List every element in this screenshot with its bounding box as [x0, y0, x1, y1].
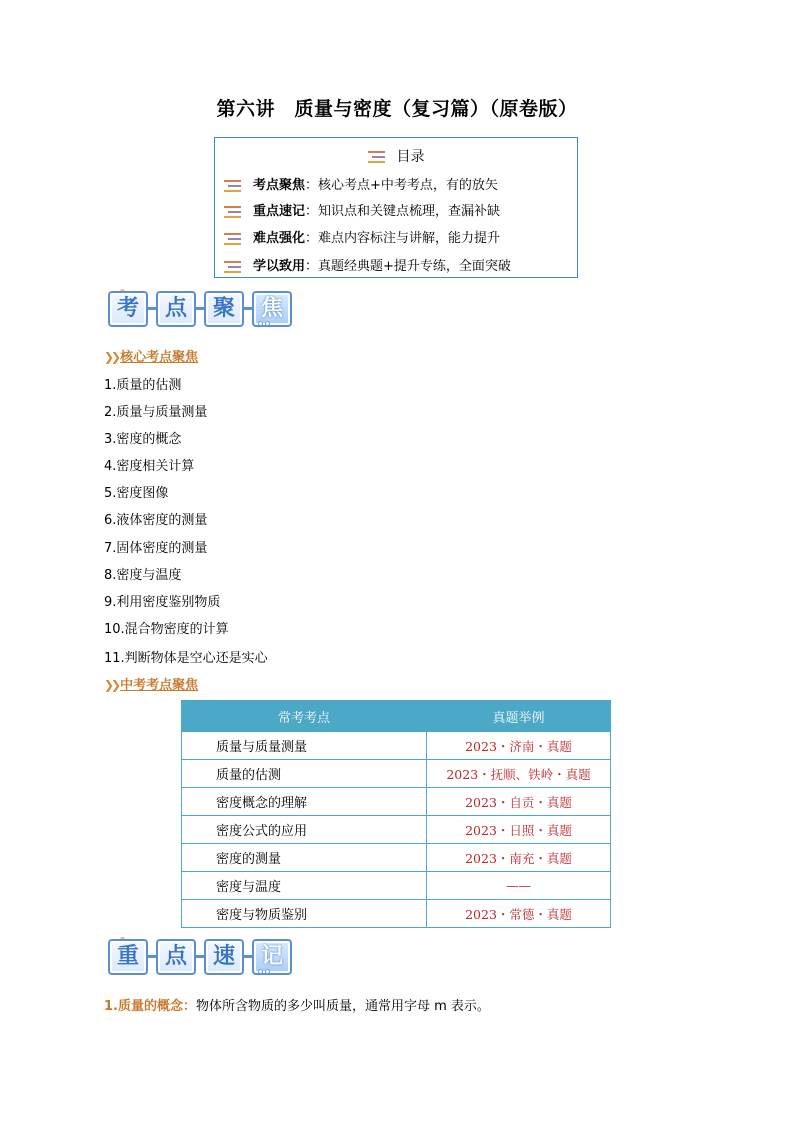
- paragraph-text: 物体所含物质的多少叫质量，通常用字母 m 表示。: [195, 999, 490, 1014]
- paragraph-key: 1.质量的概念：: [104, 999, 196, 1014]
- banner-connector: [148, 955, 156, 958]
- banner-tile: 聚: [204, 291, 244, 327]
- point-cell: 密度公式的应用: [182, 816, 427, 844]
- column-header-point: 常考考点: [182, 701, 427, 732]
- bubble-icon: [258, 969, 263, 974]
- toc-heading-label: 目录: [396, 149, 425, 165]
- banner-tile: 点: [156, 939, 196, 975]
- toc-row: [224, 227, 500, 246]
- example-cell: 2023・常德・真题: [427, 900, 611, 928]
- double-arrow-icon: ❯❯: [104, 350, 119, 364]
- banner-connector: [196, 307, 204, 310]
- toc-text: ：真题经典题+提升专练，全面突破: [305, 259, 511, 274]
- bubble-icon: [265, 969, 270, 974]
- table-row: [182, 732, 611, 760]
- list-item: 7.固体密度的测量: [104, 541, 208, 556]
- toc-text: ：难点内容标注与讲解，能力提升: [305, 231, 501, 246]
- list-item: 10.混合物密度的计算: [104, 622, 229, 637]
- table-of-contents: [214, 137, 578, 278]
- banner-tile: 考: [108, 291, 148, 327]
- table-row: [182, 816, 611, 844]
- toc-key: 考点聚焦: [253, 178, 306, 193]
- toc-key: 难点强化: [253, 231, 306, 246]
- exam-points-table: [181, 700, 611, 928]
- table-row: [182, 900, 611, 928]
- table-row: [182, 872, 611, 900]
- toc-row: [224, 200, 500, 219]
- point-cell: 密度的测量: [182, 844, 427, 872]
- page-title: 第六讲 质量与密度（复习篇）（原卷版）: [216, 98, 578, 120]
- column-header-example: 真题举例: [427, 701, 611, 732]
- banner-tile: 点: [156, 291, 196, 327]
- banner-kaodian-jujiao: [108, 289, 298, 329]
- toc-text: ：核心考点+中考考点，有的放矢: [305, 178, 498, 193]
- table-row: [182, 760, 611, 788]
- example-cell: 2023・日照・真题: [427, 816, 611, 844]
- paragraph-mass-concept: [104, 995, 490, 1014]
- list-icon: [224, 206, 241, 218]
- toc-key: 学以致用: [253, 259, 306, 274]
- table-row: [182, 844, 611, 872]
- banner-connector: [244, 955, 252, 958]
- list-item: 1.质量的估测: [104, 378, 182, 393]
- point-cell: 质量的估测: [182, 760, 427, 788]
- list-item: 3.密度的概念: [104, 432, 182, 447]
- list-icon: [368, 151, 385, 163]
- table-row: [182, 788, 611, 816]
- point-cell: 密度与温度: [182, 872, 427, 900]
- banner-tile: 焦: [252, 291, 292, 327]
- list-item: 5.密度图像: [104, 486, 169, 501]
- exam-heading: [104, 674, 198, 693]
- bubble-icon: [258, 321, 263, 326]
- list-item: 6.液体密度的测量: [104, 513, 208, 528]
- toc-key: 重点速记: [253, 204, 306, 219]
- list-icon: [224, 233, 241, 245]
- toc-row: [224, 255, 511, 274]
- banner-connector: [196, 955, 204, 958]
- banner-tile: 记: [252, 939, 292, 975]
- exam-heading-label: 中考考点聚焦: [120, 678, 199, 693]
- banner-connector: [244, 307, 252, 310]
- list-icon: [224, 180, 241, 192]
- list-item: 2.质量与质量测量: [104, 405, 208, 420]
- list-item: 4.密度相关计算: [104, 459, 195, 474]
- banner-connector: [148, 307, 156, 310]
- core-heading: [104, 346, 198, 365]
- toc-row: [224, 174, 498, 193]
- point-cell: 密度与物质鉴别: [182, 900, 427, 928]
- list-item: 9.利用密度鉴别物质: [104, 595, 221, 610]
- table-header-row: [182, 701, 611, 732]
- point-cell: 密度概念的理解: [182, 788, 427, 816]
- list-item: 11.判断物体是空心还是实心: [104, 651, 268, 666]
- example-cell: ——: [427, 872, 611, 900]
- example-cell: 2023・南充・真题: [427, 844, 611, 872]
- example-cell: 2023・自贡・真题: [427, 788, 611, 816]
- list-icon: [224, 261, 241, 273]
- bubble-icon: [265, 321, 270, 326]
- list-item: 8.密度与温度: [104, 568, 182, 583]
- banner-tile: 速: [204, 939, 244, 975]
- banner-tile: 重: [108, 939, 148, 975]
- toc-text: ：知识点和关键点梳理，查漏补缺: [305, 204, 501, 219]
- double-arrow-icon: ❯❯: [104, 678, 119, 692]
- example-cell: 2023・抚顺、铁岭・真题: [427, 760, 611, 788]
- core-heading-label: 核心考点聚焦: [120, 350, 199, 365]
- toc-heading: [215, 146, 577, 166]
- example-cell: 2023・济南・真题: [427, 732, 611, 760]
- point-cell: 质量与质量测量: [182, 732, 427, 760]
- banner-zhongdian-suji: [108, 937, 298, 977]
